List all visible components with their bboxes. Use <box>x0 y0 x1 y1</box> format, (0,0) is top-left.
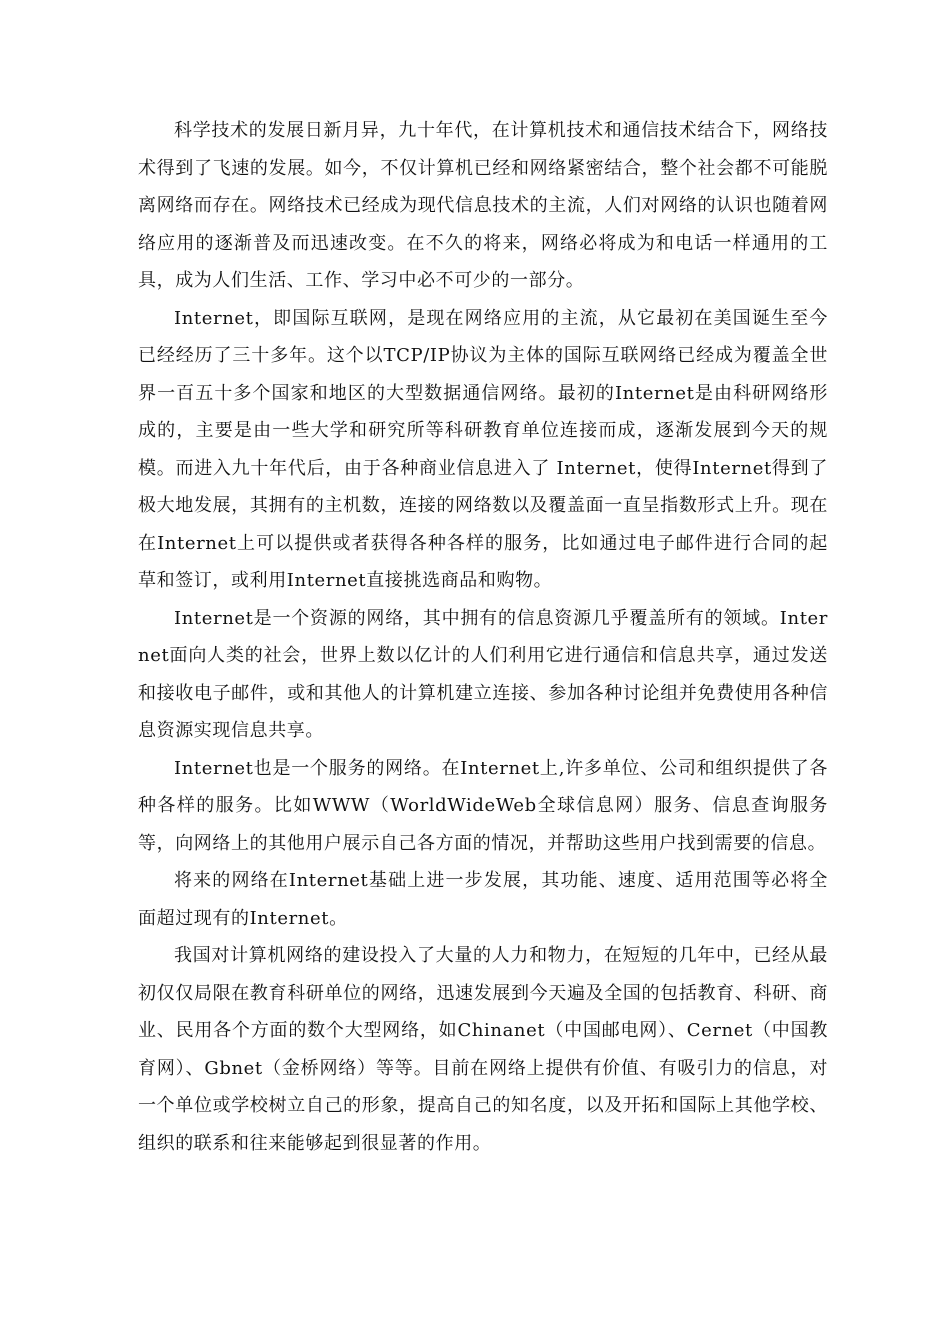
paragraph-2: Internet，即国际互联网，是现在网络应用的主流，从它最初在美国诞生至今已经经历了三十多年。这个以TCP/IP协议为主体的国际互联网络已经成为覆盖全世界一百五十多个国家和地区的大型数据通信网络。最初的Internet是由科研网络形成的，主要是由一些大学和研究所等科研教育单位连接而成，逐渐发展到今天的规模。而进入九十年代后，由于各种商业信息进入了 Internet，使得Internet得到了极大地发展，其拥有的主机数，连接的网络数以及覆盖面一直呈指数形式上升。现在在Internet上可以提供或者获得各种各样的服务，比如通过电子邮件进行合同的起草和签订，或利用Internet直接挑选商品和购物。 <box>138 307 828 591</box>
paragraph-1: 科学技术的发展日新月异，九十年代，在计算机技术和通信技术结合下，网络技术得到了飞速的发展。如今，不仅计算机已经和网络紧密结合，整个社会都不可能脱离网络而存在。网络技术已经成为现代信息技术的主流，人们对网络的认识也随着网络应用的逐渐普及而迅速改变。在不久的将来，网络必将成为和电话一样通用的工具，成为人们生活、工作、学习中必不可少的一部分。 <box>138 120 828 291</box>
paragraph-6: 我国对计算机网络的建设投入了大量的人力和物力，在短短的几年中，已经从最初仅仅局限在教育科研单位的网络，迅速发展到今天遍及全国的包括教育、科研、商业、民用各个方面的数个大型网络，如Chinanet（中国邮电网）、Cernet（中国教育网）、Gbnet（金桥网络）等等。目前在网络上提供有价值、有吸引力的信息，对一个单位或学校树立自己的形象，提高自己的知名度，以及开拓和国际上其他学校、组织的联系和往来能够起到很显著的作用。 <box>138 945 828 1154</box>
document-body <box>138 112 828 1162</box>
paragraph-4: Internet也是一个服务的网络。在Internet上,许多单位、公司和组织提供了各种各样的服务。比如WWW（WorldWideWeb全球信息网）服务、信息查询服务等，向网络上的其他用户展示自己各方面的情况，并帮助这些用户找到需要的信息。 <box>138 757 828 854</box>
paragraph-3: Internet是一个资源的网络，其中拥有的信息资源几乎覆盖所有的领域。Internet面向人类的社会，世界上数以亿计的人们利用它进行通信和信息共享，通过发送和接收电子邮件，或和其他人的计算机建立连接、参加各种讨论组并免费使用各种信息资源实现信息共享。 <box>138 607 828 741</box>
paragraph-5: 将来的网络在Internet基础上进一步发展，其功能、速度、适用范围等必将全面超过现有的Internet。 <box>138 870 828 929</box>
